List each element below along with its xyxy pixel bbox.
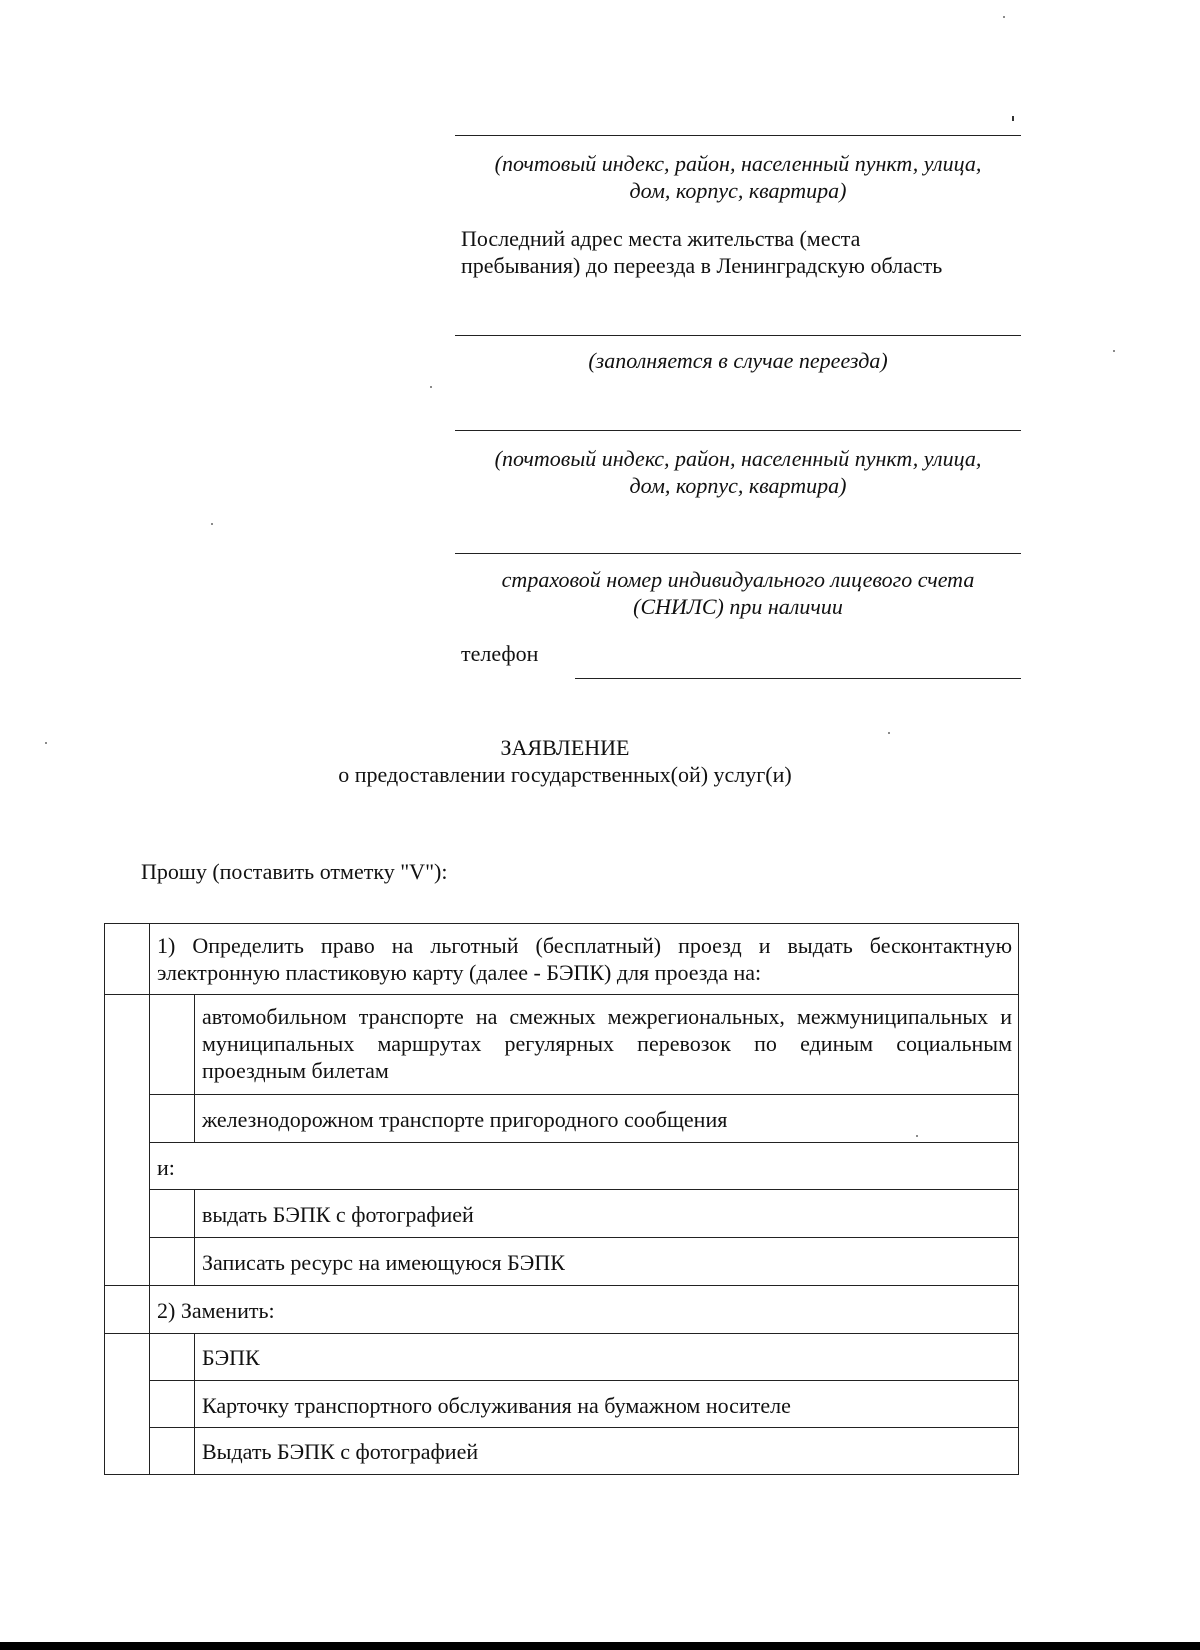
previous-address-detail-line[interactable] [455,430,1021,431]
table-row [105,1238,1019,1286]
and-label: и: [150,1143,1019,1190]
address-caption-line: дом, корпус, квартира) [629,178,847,203]
checkbox-cell[interactable] [105,1286,150,1334]
address-caption [455,150,1021,204]
snils-caption [455,566,1021,620]
address-caption-line: (почтовый индекс, район, населенный пункт, улица, [494,151,982,176]
table-row [105,1381,1019,1428]
previous-address-line[interactable] [455,335,1021,336]
option-auto-text: автомобильном транспорте на смежных межрегиональных, межмуниципальных и муниципальных маршрутах регулярных перевозок по единым социальным проездным билетам [195,995,1019,1095]
scan-mark [1012,116,1014,121]
replace-photo-text: Выдать БЭПК с фотографией [195,1428,1019,1475]
previous-address-label-line: Последний адрес места жительства (места [461,226,861,251]
option-rail-text: железнодорожном транспорте пригородного сообщения [195,1095,1019,1143]
scan-speck [430,386,432,388]
address-line[interactable] [455,135,1021,136]
replace-card-text: Карточку транспортного обслуживания на бумажном носителе [195,1381,1019,1428]
checkbox-cell[interactable] [150,1095,195,1143]
option-record-text: Записать ресурс на имеющуюся БЭПК [195,1238,1019,1286]
snils-caption-line: страховой номер индивидуального лицевого счета [501,567,975,592]
scan-speck [1003,16,1005,18]
address-caption-line: (почтовый индекс, район, населенный пункт, улица, [494,446,982,471]
document-title: ЗАЯВЛЕНИЕ [500,735,630,760]
table-row [105,924,1019,995]
table-row [105,1334,1019,1381]
section2-text: 2) Заменить: [150,1286,1019,1334]
table-row [105,1286,1019,1334]
table-row [105,995,1019,1095]
table-row [105,1428,1019,1475]
scan-speck [888,732,890,734]
checkbox-cell[interactable] [150,1428,195,1475]
snils-line[interactable] [455,553,1021,554]
option-photo-text: выдать БЭПК с фотографией [195,1190,1019,1238]
checkbox-cell[interactable] [150,1190,195,1238]
checkbox-cell[interactable] [105,924,150,995]
table-row [105,1095,1019,1143]
table-row [105,1143,1019,1190]
table-row [105,1190,1019,1238]
checkbox-cell[interactable] [150,1238,195,1286]
services-table [104,923,1019,1475]
scan-edge [0,1642,1200,1650]
request-prompt: Прошу (поставить отметку "V"): [141,859,448,884]
snils-caption-line: (СНИЛС) при наличии [633,594,843,619]
document-subtitle: о предоставлении государственных(ой) услуг(и) [338,762,792,787]
scan-speck [916,1135,918,1137]
checkbox-cell[interactable] [150,995,195,1095]
scan-speck [45,742,47,744]
section1-text: 1) Определить право на льготный (бесплатный) проезд и выдать бесконтактную электронную пластиковую карту (далее - БЭПК) для проезда на: [150,924,1019,995]
phone-line[interactable] [575,678,1021,679]
checkbox-cell[interactable] [150,1381,195,1428]
group-cell [105,995,150,1286]
scan-speck [211,523,213,525]
checkbox-cell[interactable] [150,1334,195,1381]
previous-address-label [461,225,1021,279]
phone-label: телефон [461,641,539,666]
group-cell [105,1334,150,1475]
replace-bepk-text: БЭПК [195,1334,1019,1381]
scan-speck [1113,350,1115,352]
address-caption [455,445,1021,499]
previous-address-label-line: пребывания) до переезда в Ленинградскую область [461,253,943,278]
address-caption-line: дом, корпус, квартира) [629,473,847,498]
relocation-caption: (заполняется в случае переезда) [588,348,888,373]
